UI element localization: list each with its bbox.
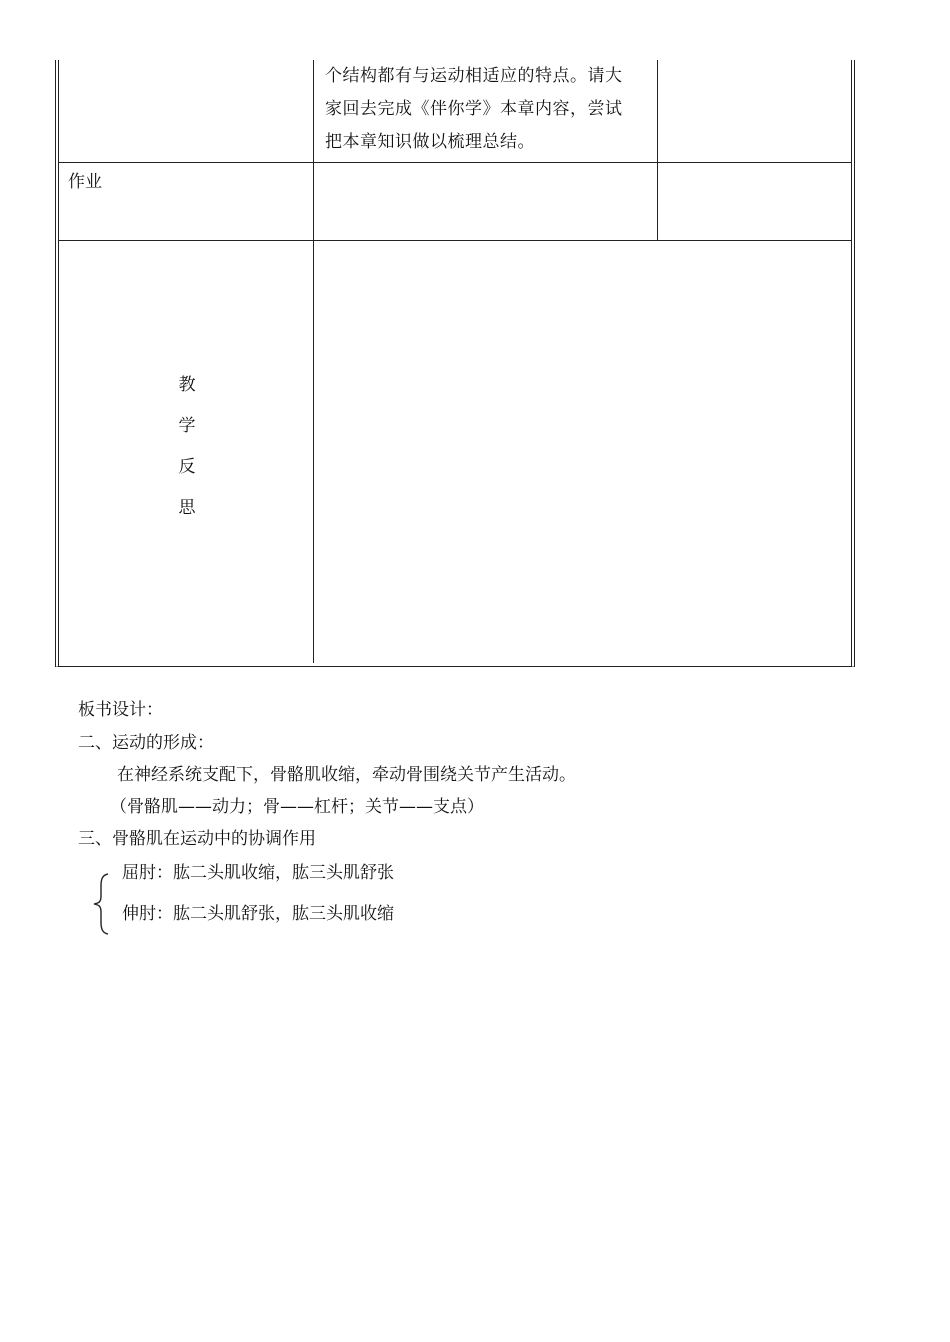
summary-line-1: 个结构都有与运动相适应的特点。请大 [325,66,623,86]
homework-label: 作业 [68,172,102,192]
reflection-char-1: 教 [178,375,196,395]
table-column-divider [313,60,314,663]
section-2-line-1: 在神经系统支配下，骨骼肌收缩，牵动骨围绕关节产生活动。 [117,765,576,785]
reflection-char-2: 学 [178,416,196,436]
reflection-char-4: 思 [178,498,196,518]
summary-line-3: 把本章知识做以梳理总结。 [325,132,535,152]
table-cell-summary-text [325,60,653,159]
table-row-divider [59,162,851,163]
table-column-divider [657,60,658,240]
teaching-reflection-label [177,365,197,529]
elbow-flex-line: 屈肘：肱二头肌收缩，肱三头肌舒张 [122,863,394,883]
lesson-plan-table [55,60,855,667]
board-design-heading: 板书设计： [78,700,163,720]
elbow-extend-line: 伸肘：肱二头肌舒张，肱三头肌收缩 [122,904,394,924]
summary-line-2: 家回去完成《伴你学》本章内容，尝试 [325,99,623,119]
section-3-title: 三、骨骼肌在运动中的协调作用 [78,829,316,849]
section-2-title: 二、运动的形成： [78,733,214,753]
reflection-char-3: 反 [178,457,196,477]
section-2-line-2: （骨骼肌——动力；骨——杠杆；关节——支点） [110,797,484,817]
table-row-divider [59,240,851,241]
curly-brace-icon [92,872,112,936]
